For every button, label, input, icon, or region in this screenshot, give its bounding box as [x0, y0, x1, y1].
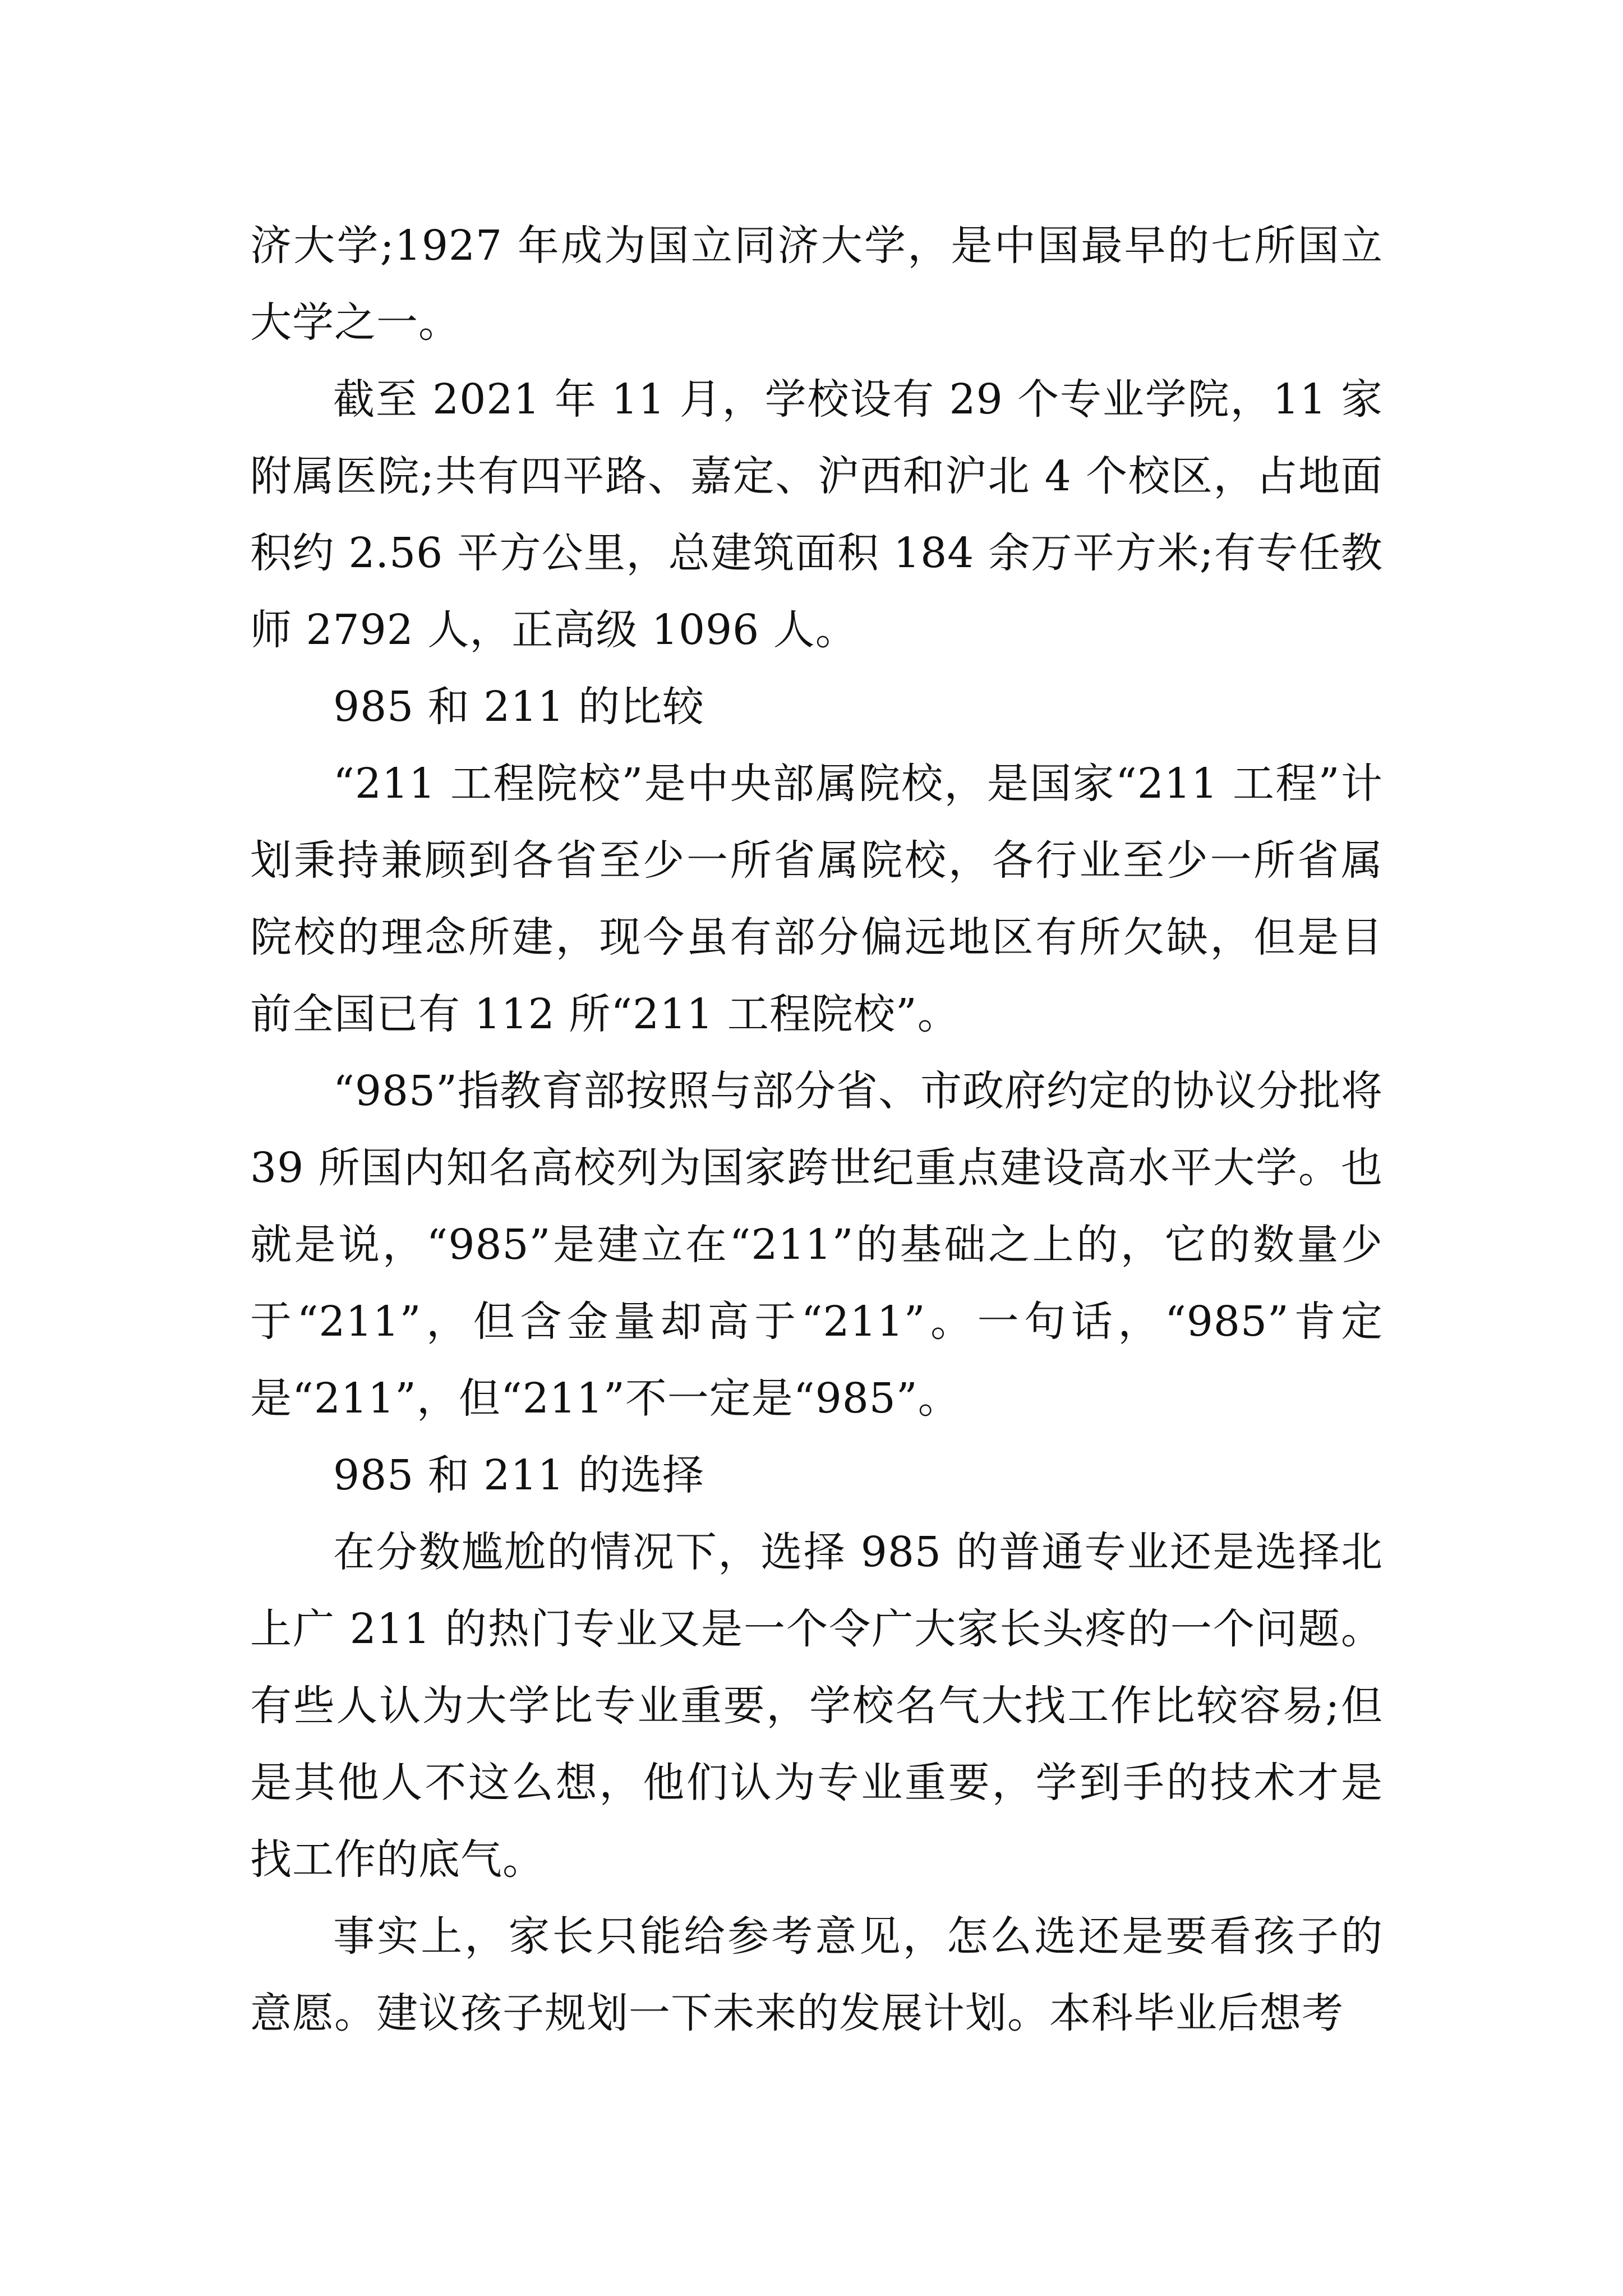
- paragraph-211-description: “211 工程院校”是中央部属院校，是国家“211 工程”计划秉持兼顾到各省至少一所省属院校，各行业至少一所省属院校的理念所建，现今虽有部分偏远地区有所欠缺，但是目前全国已有 112 所“211 工程院校”。: [250, 760, 1383, 1038]
- document-body: [250, 208, 1383, 2052]
- paragraph-985-description: “985”指教育部按照与部分省、市政府约定的协议分批将 39 所国内知名高校列为国家跨世纪重点建设高水平大学。也就是说，“985”是建立在“211”的基础之上的，它的数量少于“211”，但含金量却高于“211”。一句话，“985”肯定是“211”，但“211”不一定是“985”。: [250, 1067, 1383, 1423]
- paragraph-choice-dilemma: 在分数尴尬的情况下，选择 985 的普通专业还是选择北上广 211 的热门专业又是一个令广大家长头疼的一个问题。有些人认为大学比专业重要，学校名气大找工作比较容易;但是其他人不这么想，他们认为专业重要，学到手的技术才是找工作的底气。: [250, 1528, 1383, 1884]
- paragraph-parent-advice: 事实上，家长只能给参考意见，怎么选还是要看孩子的意愿。建议孩子规划一下未来的发展计划。本科毕业后想考: [250, 1912, 1383, 2037]
- heading-985-211-comparison: 985 和 211 的比较: [333, 683, 705, 731]
- paragraph-tongji-statistics: 截至 2021 年 11 月，学校设有 29 个专业学院，11 家附属医院;共有四平路、嘉定、沪西和沪北 4 个校区，占地面积约 2.56 平方公里，总建筑面积 184 余万平方米;有专任教师 2792 人，正高级 1096 人。: [250, 375, 1383, 654]
- paragraph-tongji-history-end: 济大学;1927 年成为国立同济大学，是中国最早的七所国立大学之一。: [250, 222, 1383, 347]
- heading-985-211-choice: 985 和 211 的选择: [333, 1451, 705, 1499]
